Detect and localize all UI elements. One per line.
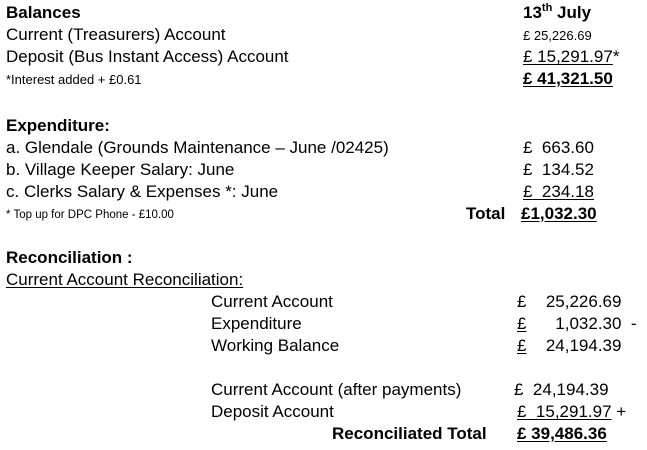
currency-symbol: £	[523, 160, 533, 179]
expenditure-total-amount: £1,032.30	[521, 204, 597, 223]
date-day: 13	[523, 3, 542, 22]
balances-heading: Balances	[6, 3, 81, 22]
recon-after-amount	[517, 402, 626, 422]
recon-row-label: Expenditure	[211, 314, 302, 333]
deposit-account-label: Deposit (Bus Instant Access) Account	[6, 47, 289, 66]
amount-value: 234.18	[541, 182, 594, 201]
recon-row-amount	[517, 292, 621, 312]
current-account-amount: £ 25,226.69	[523, 28, 592, 43]
recon-after-label: Deposit Account	[211, 402, 334, 421]
currency-symbol: £	[517, 336, 527, 355]
recon-row-amount	[517, 314, 637, 334]
expenditure-item-label: b. Village Keeper Salary: June	[6, 160, 235, 179]
underlined-amount	[517, 314, 621, 333]
recon-row-amount	[517, 336, 621, 356]
deposit-account-amount: £ 15,291.97	[523, 47, 613, 66]
operator-sign: +	[616, 402, 627, 421]
expenditure-heading: Expenditure:	[6, 116, 110, 135]
current-account-label: Current (Treasurers) Account	[6, 25, 226, 44]
amount-value: 663.60	[541, 138, 594, 157]
currency-symbol: £	[517, 292, 527, 311]
deposit-marker: *	[612, 47, 620, 66]
expenditure-item-amount	[523, 160, 594, 180]
amount-value: 25,226.69	[545, 292, 622, 311]
amount-value: 134.52	[541, 160, 594, 179]
balances-date	[523, 3, 591, 23]
reconciliated-total-label: Reconciliated Total	[332, 424, 487, 443]
underlined-amount	[517, 402, 612, 421]
recon-row-label: Current Account	[211, 292, 333, 311]
amount-value: 1,032.30	[555, 314, 622, 333]
currency-symbol: £	[517, 402, 527, 421]
expenditure-item-label: c. Clerks Salary & Expenses *: June	[6, 182, 279, 201]
currency-symbol: £	[517, 314, 527, 333]
expenditure-item-label: a. Glendale (Grounds Maintenance – June /02425)	[6, 138, 389, 157]
amount-value: 24,194.39	[532, 380, 609, 399]
expenditure-total-label: Total	[466, 204, 506, 223]
operator-sign: -	[630, 314, 637, 333]
currency-symbol: £	[523, 138, 533, 157]
balances-total: £ 41,321.50	[523, 69, 613, 88]
reconciliated-total-amount: £ 39,486.36	[517, 424, 607, 443]
amount-value: 15,291.97	[535, 402, 612, 421]
currency-symbol: £	[514, 380, 524, 399]
reconciliation-subheading: Current Account Reconciliation:	[6, 270, 244, 289]
interest-note: *Interest added + £0.61	[6, 72, 142, 87]
date-month: July	[557, 3, 592, 22]
expenditure-item-amount	[523, 138, 594, 158]
expenditure-note: * Top up for DPC Phone - £10.00	[6, 209, 174, 221]
recon-row-label: Working Balance	[211, 336, 340, 355]
currency-symbol: £	[523, 182, 533, 201]
amount-value: 24,194.39	[545, 336, 622, 355]
expenditure-item-amount	[523, 182, 594, 202]
recon-after-amount	[514, 380, 609, 400]
date-suffix: th	[541, 2, 553, 14]
reconciliation-heading: Reconciliation :	[6, 248, 133, 267]
deposit-account-amount-row	[523, 47, 619, 67]
recon-after-label: Current Account (after payments)	[211, 380, 462, 399]
